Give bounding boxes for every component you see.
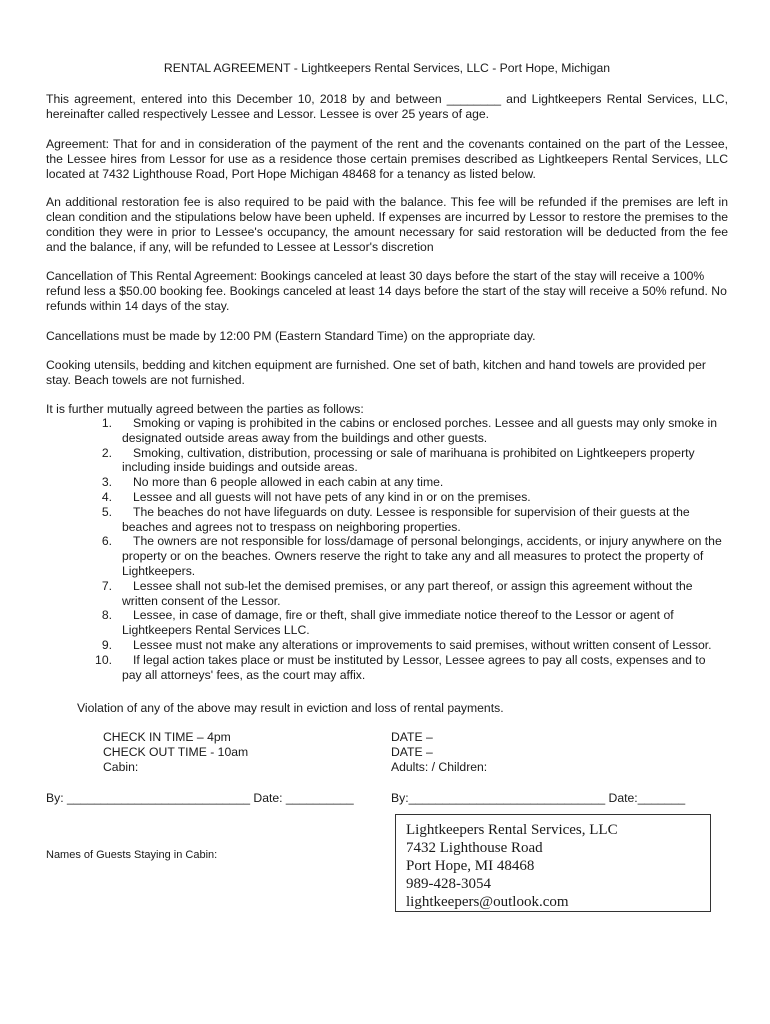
contact-email: lightkeepers@outlook.com <box>406 894 569 910</box>
rule-text: No more than 6 people allowed in each cabin at any time. <box>133 475 444 490</box>
rule-item <box>46 534 728 578</box>
rule-item <box>46 608 728 638</box>
contact-phone: 989-428-3054 <box>406 876 491 892</box>
check-out-date: DATE – <box>391 745 433 759</box>
intro-paragraph: This agreement, entered into this December 10, 2018 by and between ________ and Lightkeepers Rental Services, LLC, hereinafter called respectively Lessee and Lessor. Lessee is over 25 years of age. <box>46 92 728 121</box>
rule-text: Lessee shall not sub-let the demised premises, or any part thereof, or assign this agreement without the written consent of the Lessor. <box>122 578 693 608</box>
rule-item <box>46 475 728 490</box>
rule-number: 10. <box>95 652 112 667</box>
rule-text: The beaches do not have lifeguards on duty. Lessee is responsible for supervision of their guests at the beaches and agrees not to trespass on neighboring properties. <box>122 504 690 534</box>
rule-number: 3. <box>101 475 112 490</box>
rule-number: 2. <box>101 445 112 460</box>
cancellation-deadline-paragraph: Cancellations must be made by 12:00 PM (Eastern Standard Time) on the appropriate day. <box>46 329 536 343</box>
check-in-date: DATE – <box>391 730 433 744</box>
adults-children-label: Adults: / Children: <box>391 760 488 774</box>
cabin-label: Cabin: <box>103 760 139 774</box>
rule-item <box>46 416 728 446</box>
rule-item <box>46 653 728 683</box>
rule-text: Lessee must not make any alterations or improvements to said premises, without written consent of Lessor. <box>133 637 712 652</box>
rule-number: 7. <box>101 578 112 593</box>
rule-number: 5. <box>101 504 112 519</box>
rule-item <box>46 446 728 476</box>
contact-info-box <box>395 814 711 912</box>
rule-number: 9. <box>101 637 112 652</box>
rule-number: 1. <box>101 416 112 430</box>
rule-number: 6. <box>101 534 112 549</box>
guest-names-label: Names of Guests Staying in Cabin: <box>46 849 218 861</box>
rule-text: If legal action takes place or must be instituted by Lessor, Lessee agrees to pay all costs, expenses and to pay all attorneys' fees, as the court may affix. <box>122 652 706 682</box>
contact-city: Port Hope, MI 48468 <box>406 858 535 874</box>
rule-number: 8. <box>101 608 112 623</box>
rule-number: 4. <box>101 489 112 504</box>
lessor-signature-line[interactable]: By:_____________________________ Date:_______ <box>391 791 686 805</box>
rule-text: The owners are not responsible for loss/damage of personal belongings, accidents, or injury anywhere on the property or on the beaches. Owners reserve the right to take any and all measures to protect the property of Lightkeepers. <box>122 534 722 578</box>
rules-intro: It is further mutually agreed between the parties as follows: <box>46 402 364 416</box>
contact-street: 7432 Lighthouse Road <box>406 840 543 856</box>
rule-item <box>46 505 728 535</box>
cancellation-policy-paragraph: Cancellation of This Rental Agreement: Bookings canceled at least 30 days before the start of the stay will receive a 100% refund less a $50.00 booking fee. Bookings canceled at least 14 days before the start of the stay will receive a 50% refund. No refunds within 14 days of the stay. <box>46 269 727 313</box>
document-title: RENTAL AGREEMENT - Lightkeepers Rental Services, LLC - Port Hope, Michigan <box>163 61 611 75</box>
rule-text: Lessee, in case of damage, fire or theft, shall give immediate notice thereof to the Lessor or agent of Lightkeepers Rental Services LLC. <box>122 608 674 638</box>
rule-item <box>46 490 728 505</box>
rules-list <box>46 416 728 682</box>
rule-text: Lessee and all guests will not have pets of any kind in or on the premises. <box>133 489 531 504</box>
rule-item <box>46 638 728 653</box>
restoration-fee-paragraph: An additional restoration fee is also required to be paid with the balance. This fee will be refunded if the premises are left in clean condition and the stipulations below have been upheld. If expenses are incurred by Lessor to restore the premises to the condition they were in prior to Lessee's occupancy, the amount necessary for said restoration will be deducted from the fee and the balance, if any, will be refunded to Lessee at Lessor's discretion <box>46 195 728 254</box>
lessee-signature-line[interactable]: By: ___________________________ Date: __________ <box>46 791 354 805</box>
check-in-time: CHECK IN TIME – 4pm <box>103 730 231 744</box>
check-out-time: CHECK OUT TIME - 10am <box>103 745 249 759</box>
rule-item <box>46 579 728 609</box>
furnishings-paragraph: Cooking utensils, bedding and kitchen equipment are furnished. One set of bath, kitchen and hand towels are provided per stay. Beach towels are not furnished. <box>46 358 706 387</box>
agreement-paragraph: Agreement: That for and in consideration of the payment of the rent and the covenants contained on the part of the Lessee, the Lessee hires from Lessor for use as a residence those certain premises described as Lightkeepers Rental Services, LLC located at 7432 Lighthouse Road, Port Hope Michigan 48468 for a tenancy as listed below. <box>46 137 728 181</box>
rule-text: Smoking, cultivation, distribution, processing or sale of marihuana is prohibited on Lightkeepers property including inside buidings and outside areas. <box>122 445 695 475</box>
rule-text: Smoking or vaping is prohibited in the cabins or enclosed porches. Lessee and all guests may only smoke in designated outside areas away from the buildings and other guests. <box>122 416 717 445</box>
contact-company: Lightkeepers Rental Services, LLC <box>406 822 618 838</box>
violation-notice: Violation of any of the above may result in eviction and loss of rental payments. <box>77 701 504 715</box>
